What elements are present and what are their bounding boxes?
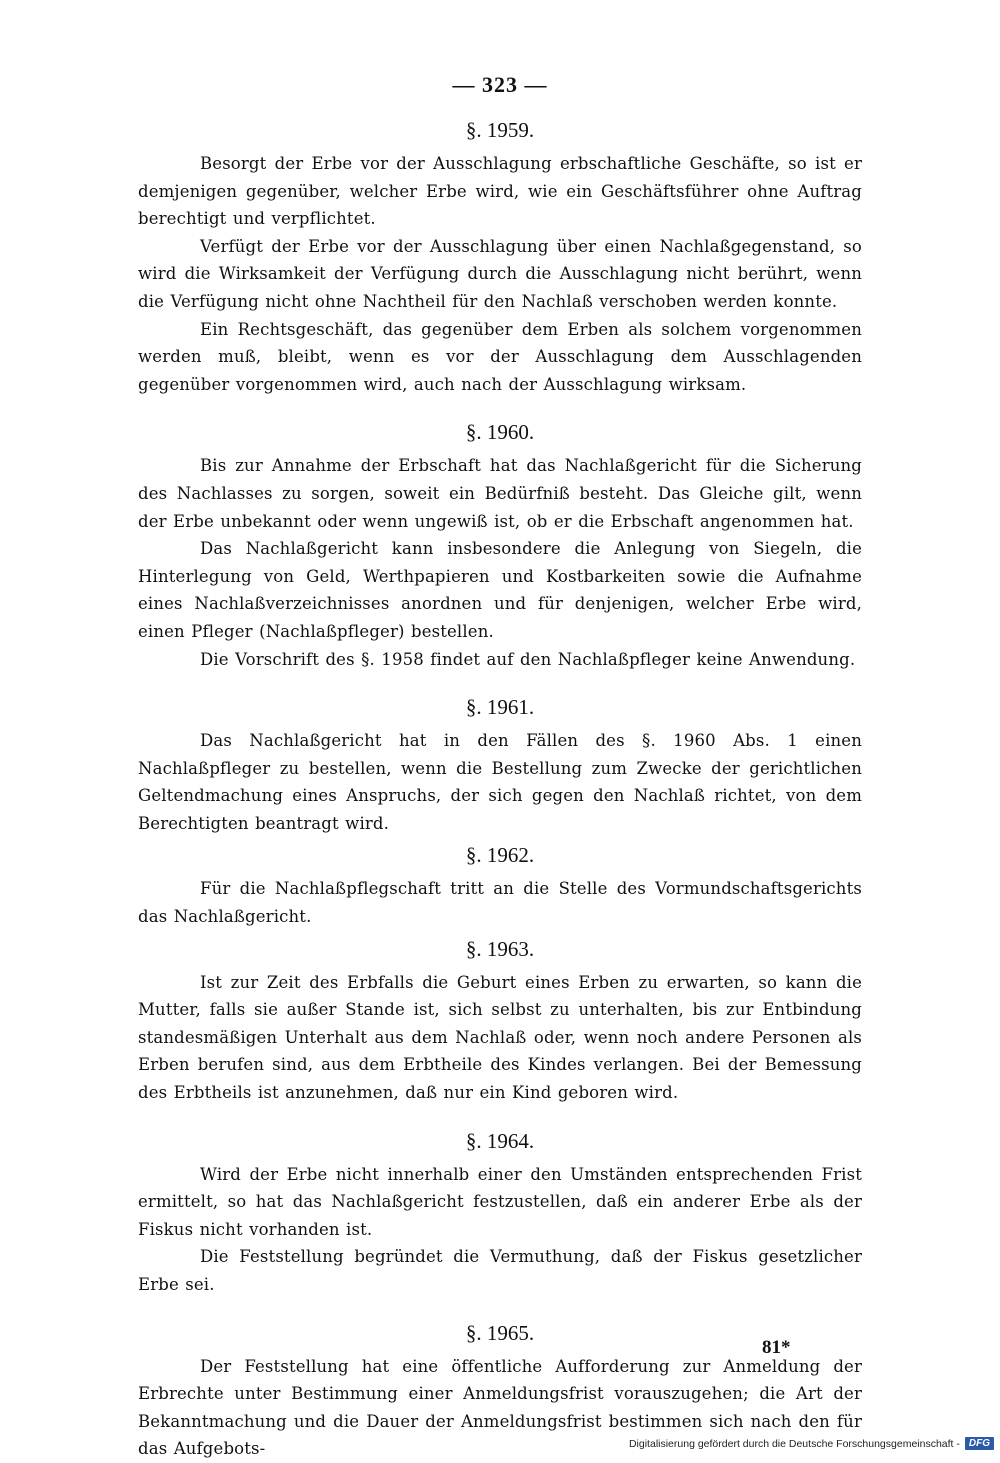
paragraph: Verfügt der Erbe vor der Ausschlagung über einen Nachlaßgegenstand, so wird die Wirksamkeit der Verfügung durch die Ausschlagung nicht berührt, wenn die Verfügung nicht ohne Nachtheil für den Nachlaß verschoben werden konnte. [138, 236, 862, 311]
section-1964 [138, 1129, 862, 1299]
section-heading: §. 1962. [465, 843, 535, 868]
section-heading: §. 1964. [465, 1128, 535, 1153]
paragraph: Besorgt der Erbe vor der Ausschlagung erbschaftliche Geschäfte, so ist er demjenigen gegenüber, welcher Erbe wird, wie ein Geschäftsführer ohne Auftrag berechtigt und verpflichtet. [138, 154, 862, 229]
paragraph: Das Nachlaßgericht kann insbesondere die Anlegung von Siegeln, die Hinterlegung von Geld, Werthpapieren und Kostbarkeiten sowie die Aufnahme eines Nachlaßverzeichnisses anordnen und für denjenigen, welcher Erbe wird, einen Pfleger (Nachlaßpfleger) bestellen. [138, 539, 862, 641]
dfg-logo-icon: DFG [965, 1437, 994, 1450]
section-heading: §. 1960. [465, 420, 535, 445]
section-1963 [138, 937, 862, 1107]
section-heading: §. 1965. [465, 1320, 535, 1345]
paragraph: Für die Nachlaßpflegschaft tritt an die Stelle des Vormundschaftsgerichts das Nachlaßgericht. [138, 879, 862, 927]
document-body [138, 118, 862, 1463]
section-heading: §. 1959. [465, 118, 535, 142]
paragraph: Bis zur Annahme der Erbschaft hat das Nachlaßgericht für die Sicherung des Nachlasses zu sorgen, soweit ein Bedürfniß besteht. Das Gleiche gilt, wenn der Erbe unbekannt oder wenn ungewiß ist, ob er die Erbschaft angenommen hat. [138, 456, 862, 531]
paragraph: Das Nachlaßgericht hat in den Fällen des §. 1960 Abs. 1 einen Nachlaßpfleger zu bestellen, wenn die Bestellung zum Zwecke der gerichtlichen Geltendmachung eines Anspruchs, der sich gegen den Nachlaß richtet, von dem Berechtigten beantragt wird. [138, 731, 862, 833]
section-1962 [138, 843, 862, 930]
paragraph: Der Feststellung hat eine öffentliche Aufforderung zur Anmeldung der Erbrechte unter Bestimmung einer Anmeldungsfrist vorauszugehen; die Art der Bekanntmachung und die Dauer der Anmeldungsfrist bestimmen sich nach den für das Aufgebots- [138, 1356, 862, 1459]
section-1959 [138, 118, 862, 398]
paragraph: Wird der Erbe nicht innerhalb einer den Umständen entsprechenden Frist ermittelt, so hat das Nachlaßgericht festzustellen, daß ein anderer Erbe als der Fiskus nicht vorhanden ist. [138, 1164, 862, 1239]
paragraph: Die Feststellung begründet die Vermuthung, daß der Fiskus gesetzlicher Erbe sei. [138, 1247, 862, 1294]
signature-mark: 81* [762, 1337, 791, 1358]
section-1961 [138, 695, 862, 837]
paragraph: Die Vorschrift des §. 1958 findet auf den Nachlaßpfleger keine Anwendung. [200, 649, 856, 669]
section-heading: §. 1961. [465, 695, 535, 720]
section-heading: §. 1963. [465, 936, 535, 961]
footer [629, 1437, 994, 1450]
paragraph: Ist zur Zeit des Erbfalls die Geburt eines Erben zu erwarten, so kann die Mutter, falls sie außer Stande ist, sich selbst zu unterhalten, bis zur Entbindung standesmäßigen Unterhalt aus dem Nachlaß oder, wenn noch andere Personen als Erben berufen sind, aus dem Erbtheile des Kindes verlangen. Bei der Bemessung des Erbtheils ist anzunehmen, daß nur ein Kind geboren wird. [138, 972, 862, 1103]
page-number: — 323 — [452, 72, 548, 97]
section-1960 [138, 420, 862, 673]
paragraph: Ein Rechtsgeschäft, das gegenüber dem Erben als solchem vorgenommen werden muß, bleibt, wenn es vor der Ausschlagung dem Ausschlagenden gegenüber vorgenommen wird, auch nach der Ausschlagung wirksam. [138, 319, 862, 394]
footer-text: Digitalisierung gefördert durch die Deutsche Forschungsgemeinschaft - [628, 1437, 960, 1450]
